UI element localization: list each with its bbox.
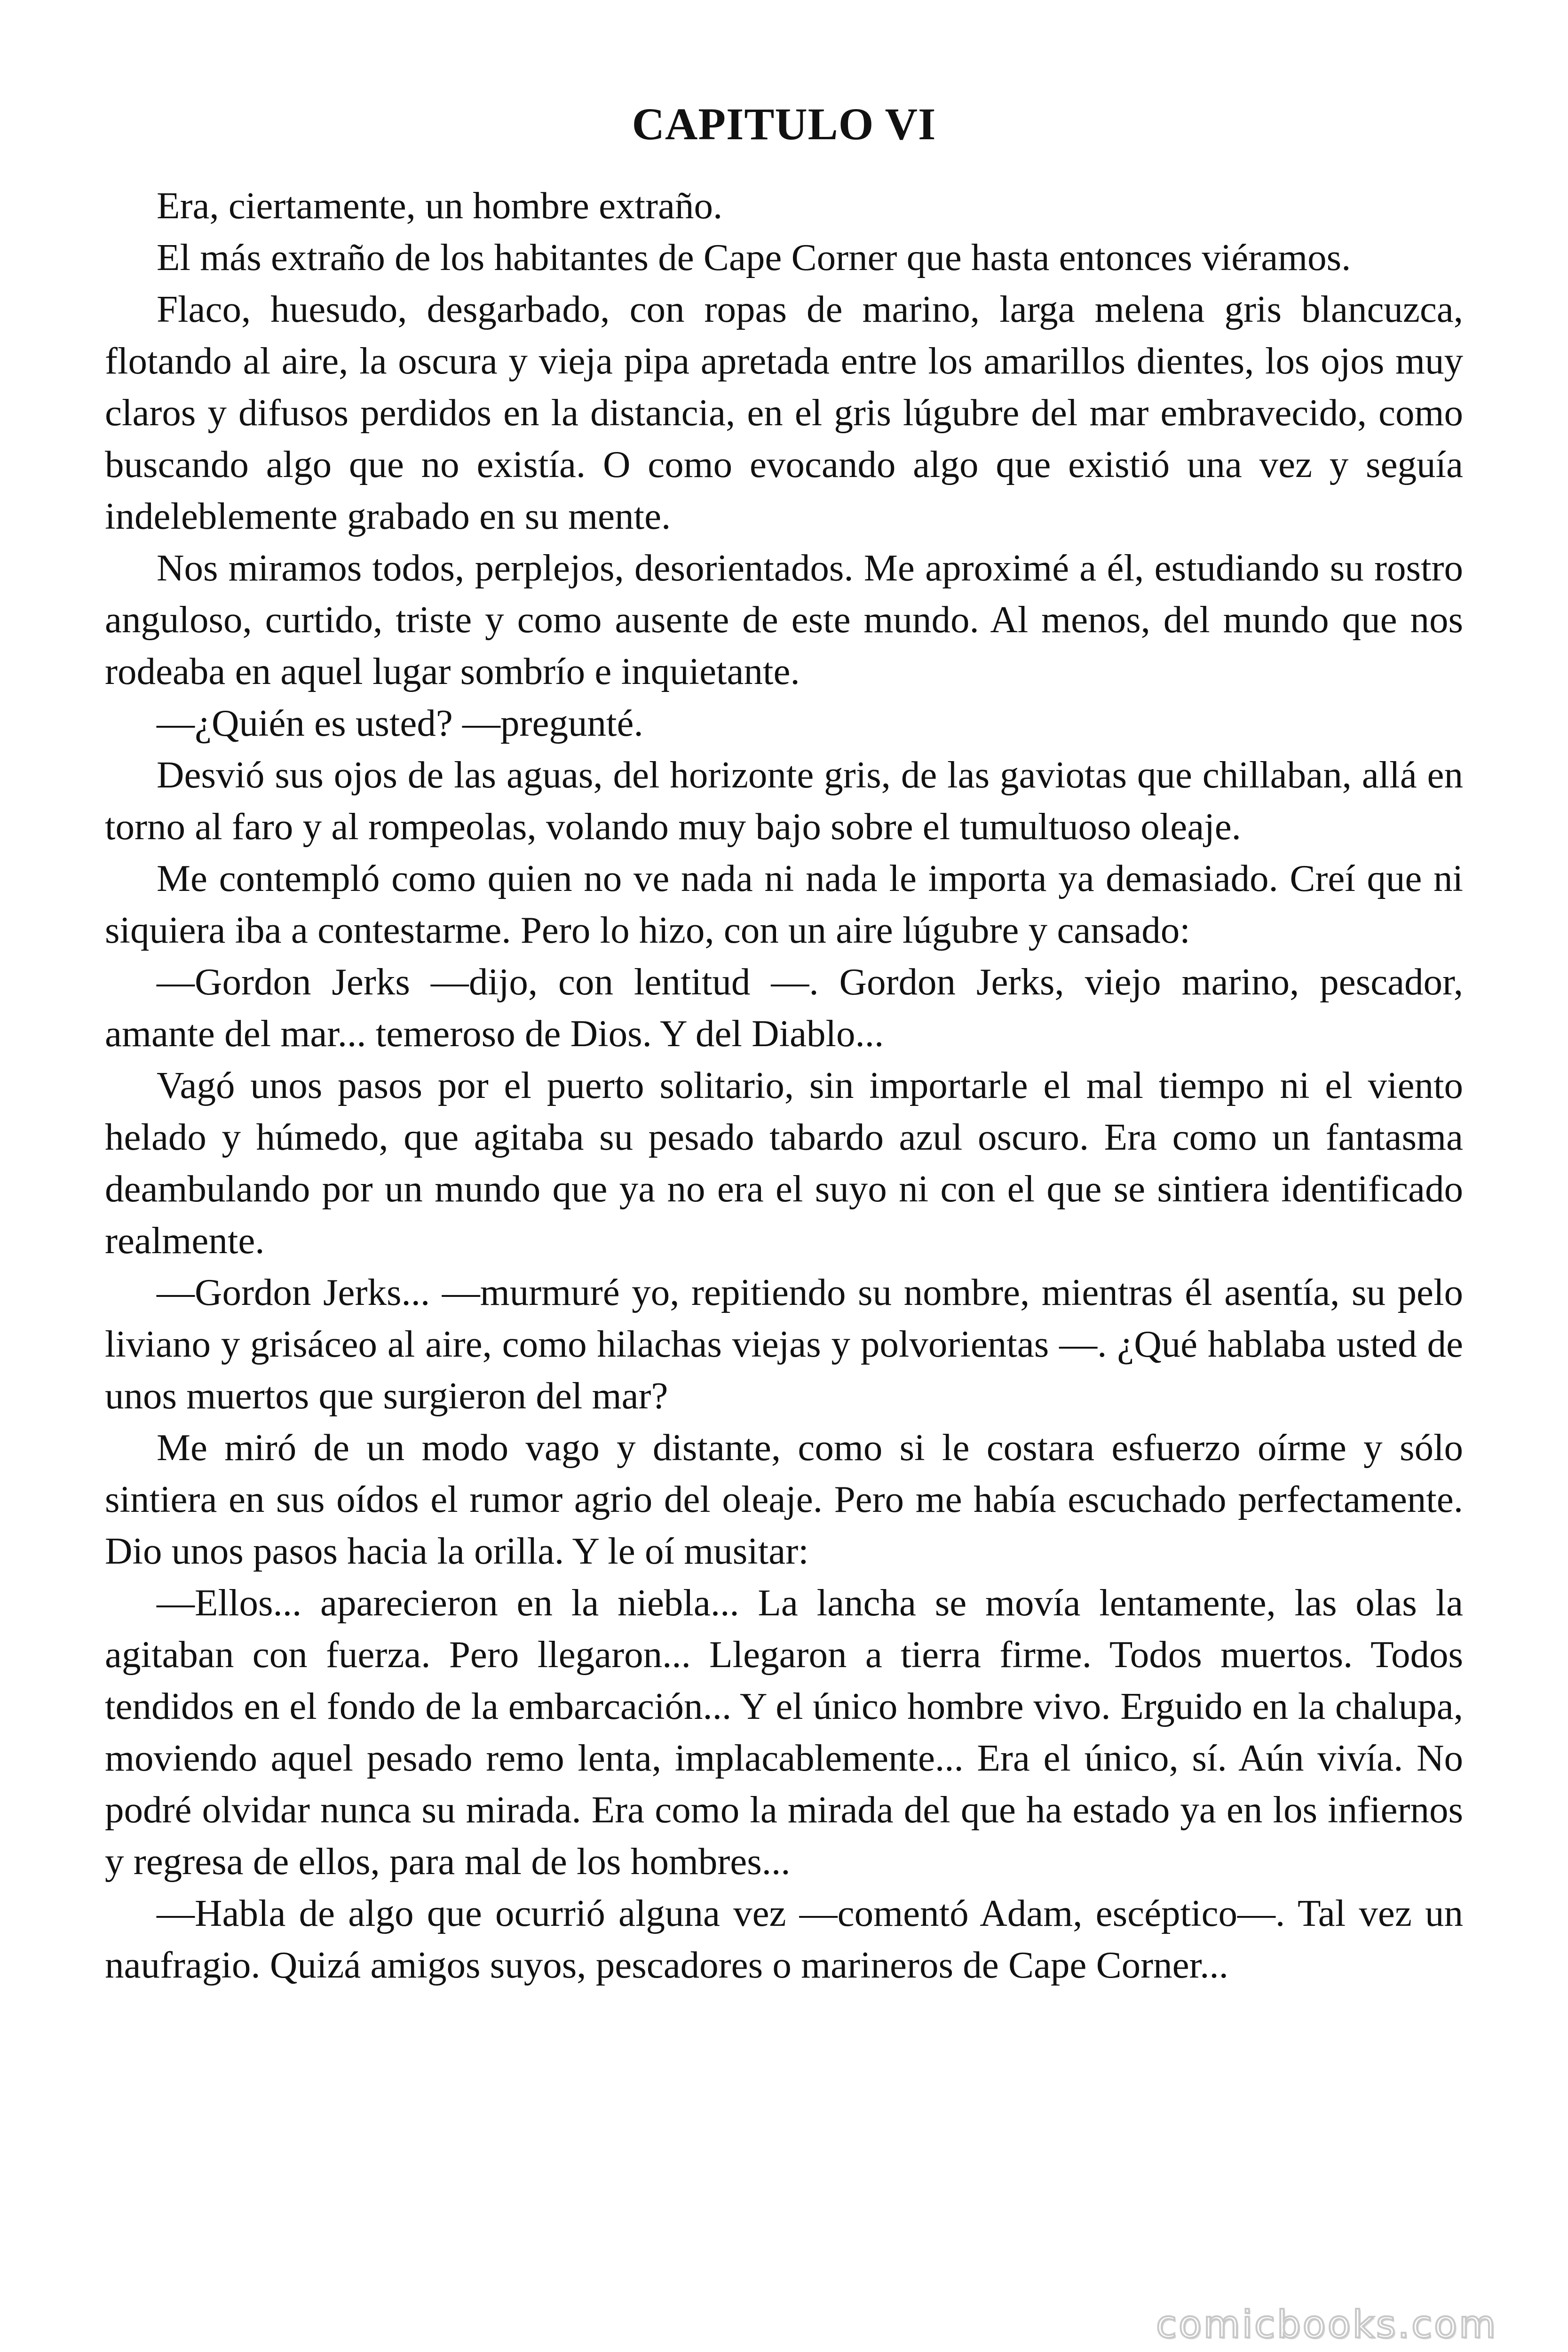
paragraph: Vagó unos pasos por el puerto solitario, sin importarle el mal tiempo ni el viento helado y húmedo, que agitaba su pesado tabardo azul oscuro. Era como un fantasma deambulando por un mundo que ya no era el suyo ni con el que se sintiera identificado realmente. xyxy=(105,1064,1463,1262)
paragraph: Nos miramos todos, perplejos, desorientados. Me aproximé a él, estudiando su rostro anguloso, curtido, triste y como ausente de este mundo. Al menos, del mundo que nos rodeaba en aquel lugar sombrío e inquietante. xyxy=(105,547,1463,692)
paragraph: —Gordon Jerks —dijo, con lentitud —. Gordon Jerks, viejo marino, pescador, amante del mar... temeroso de Dios. Y del Diablo... xyxy=(105,961,1463,1055)
chapter-title: CAPITULO VI xyxy=(632,99,936,150)
paragraph: —¿Quién es usted? —pregunté. xyxy=(157,702,643,744)
paragraph: —Ellos... aparecieron en la niebla... La lancha se movía lentamente, las olas la agitaban con fuerza. Pero llegaron... Llegaron a tierra firme. Todos muertos. Todos tendidos en el fondo de la embarcación... Y el único hombre vivo. Erguido en la chalupa, moviendo aquel pesado remo lenta, implacablemente... Era el único, sí. Aún vivía. No podré olvidar nunca su mirada. Era como la mirada del que ha estado ya en los infiernos y regresa de ellos, para mal de los hombres... xyxy=(105,1581,1463,1883)
paragraph: —Habla de algo que ocurrió alguna vez —comentó Adam, escéptico—. Tal vez un naufragio. Quizá amigos suyos, pescadores o marineros de Cape Corner... xyxy=(105,1892,1463,1986)
paragraph: El más extraño de los habitantes de Cape Corner que hasta entonces viéramos. xyxy=(157,236,1351,278)
chapter-body xyxy=(105,180,1463,1991)
paragraph: Me miró de un modo vago y distante, como si le costara esfuerzo oírme y sólo sintiera en sus oídos el rumor agrio del oleaje. Pero me había escuchado perfectamente. Dio unos pasos hacia la orilla. Y le oí musitar: xyxy=(105,1426,1463,1572)
paragraph: Flaco, huesudo, desgarbado, con ropas de marino, larga melena gris blancuzca, flotando al aire, la oscura y vieja pipa apretada entre los amarillos dientes, los ojos muy claros y difusos perdidos en la distancia, en el gris lúgubre del mar embravecido, como buscando algo que no existía. O como evocando algo que existió una vez y seguía indeleblemente grabado en su mente. xyxy=(105,288,1463,537)
paragraph: Era, ciertamente, un hombre extraño. xyxy=(157,184,723,227)
paragraph: —Gordon Jerks... —murmuré yo, repitiendo su nombre, mientras él asentía, su pelo liviano y grisáceo al aire, como hilachas viejas y polvorientas —. ¿Qué hablaba usted de unos muertos que surgieron del mar? xyxy=(105,1271,1463,1417)
paragraph: Desvió sus ojos de las aguas, del horizonte gris, de las gaviotas que chillaban, allá en torno al faro y al rompeolas, volando muy bajo sobre el tumultuoso oleaje. xyxy=(105,754,1463,848)
site-watermark: comicbooks.com xyxy=(1156,2303,1497,2346)
paragraph: Me contempló como quien no ve nada ni nada le importa ya demasiado. Creí que ni siquiera iba a contestarme. Pero lo hizo, con un aire lúgubre y cansado: xyxy=(105,857,1463,951)
